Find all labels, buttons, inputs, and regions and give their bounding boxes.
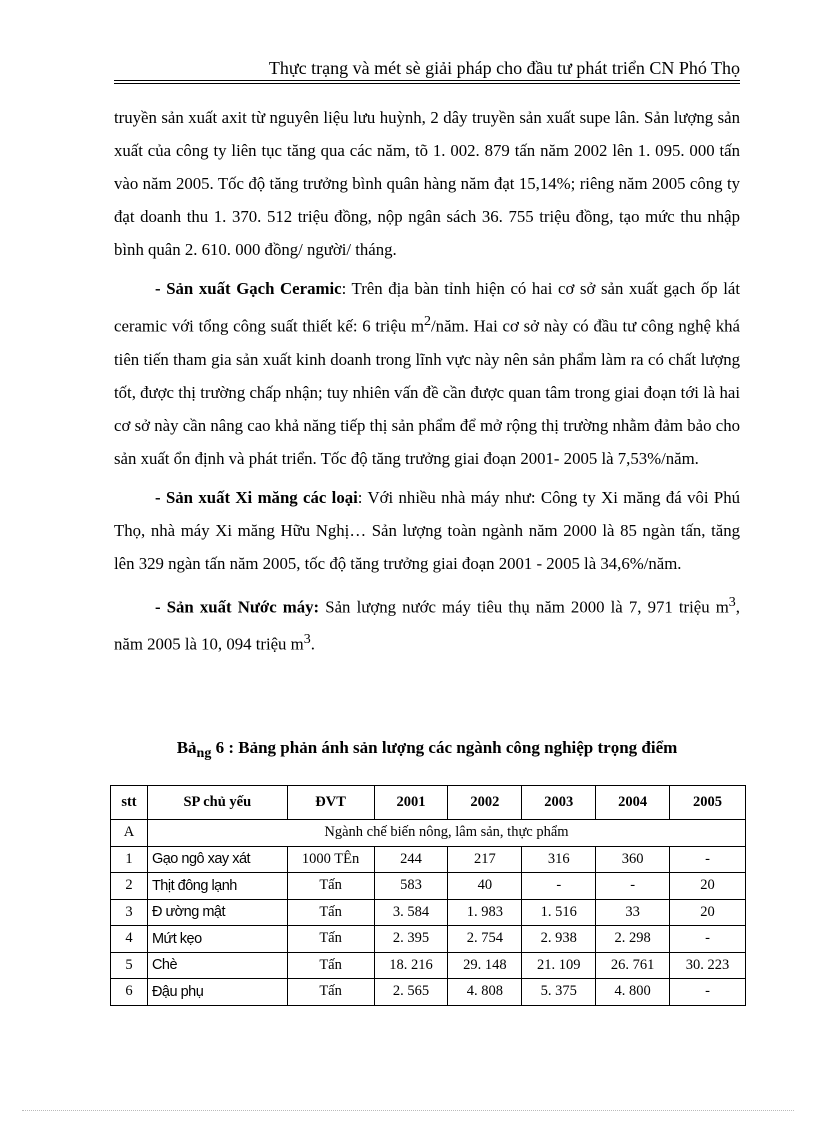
table-cell: - — [596, 873, 670, 900]
table-cell: Tấn — [287, 952, 374, 979]
table-cell: 2. 395 — [374, 926, 448, 953]
lead-cement: - Sản xuất Xi măng các loại — [155, 487, 358, 507]
header-stt: stt — [111, 786, 148, 820]
header-unit: ĐVT — [287, 786, 374, 820]
lead-water: - Sản xuất Nước máy: — [155, 597, 320, 617]
table-cell: 316 — [522, 846, 596, 873]
ceramic-text-b: /năm. Hai cơ sở này có đầu tư công nghệ khá tiên tiến tham gia sản xuất kinh doanh trong lĩnh vực này nên sản phẩm làm ra có chất lượng tốt, được thị trường chấp nhận; tuy nhiên vấn đề cần được quan tâm trong giai đoạn tới là hai cơ sở này cần nâng cao khả năng tiếp thị sản phẩm để mở rộng thị trường nhằm đảm bảo cho sản xuất ổn định và phát triển. Tốc độ tăng trưởng giai đoạn 2001- 2005 là 7,53%/năm. — [114, 316, 740, 468]
table-cell: 1000 TÊn — [287, 846, 374, 873]
table-cell: 1. 983 — [448, 899, 522, 926]
table-cell: 5 — [111, 952, 148, 979]
table-cell: 20 — [670, 899, 746, 926]
table-cell: 33 — [596, 899, 670, 926]
table-cell: Tấn — [287, 926, 374, 953]
table-cell: 29. 148 — [448, 952, 522, 979]
water-text-b: , năm 2005 là 10, 094 triệu m — [114, 597, 740, 654]
table-cell: 21. 109 — [522, 952, 596, 979]
body-text — [114, 101, 740, 667]
table-cell: 244 — [374, 846, 448, 873]
table-header-row — [111, 786, 746, 820]
table-cell: 18. 216 — [374, 952, 448, 979]
table-caption — [114, 738, 740, 761]
table-row — [111, 952, 746, 979]
section-stt: A — [111, 820, 148, 847]
caption-part-b: 6 : Bảng phản ánh sản lượng các ngành công nghiệp trọng điểm — [211, 738, 678, 757]
water-text-c: . — [310, 634, 315, 654]
table-cell: - — [670, 846, 746, 873]
product-name-cell: Đậu phụ — [147, 979, 287, 1006]
running-header: Thực trạng và mét sè giải pháp cho đầu tư phát triển CN Phó Thọ — [268, 58, 740, 78]
header-product: SP chủ yếu — [147, 786, 287, 820]
table-cell: 30. 223 — [670, 952, 746, 979]
table-cell: 20 — [670, 873, 746, 900]
lead-ceramic: - Sản xuất Gạch Ceramic — [155, 279, 342, 298]
table-cell: Tấn — [287, 873, 374, 900]
caption-part-a: Bả — [176, 738, 197, 757]
table-cell: 583 — [374, 873, 448, 900]
product-name-cell: Thịt đông lạnh — [147, 873, 287, 900]
section-label: Ngành chế biến nông, lâm sản, thực phẩm — [147, 820, 745, 847]
table-row — [111, 926, 746, 953]
ceramic-sup: 2 — [424, 314, 432, 329]
table-cell: 4 — [111, 926, 148, 953]
table-cell: 26. 761 — [596, 952, 670, 979]
table-cell: 2. 298 — [596, 926, 670, 953]
table-cell: Tấn — [287, 899, 374, 926]
table-cell: - — [522, 873, 596, 900]
table-cell: 1. 516 — [522, 899, 596, 926]
section-row — [111, 820, 746, 847]
product-name-cell: Gạo ngô xay xát — [147, 846, 287, 873]
header-rule — [114, 80, 740, 84]
table-cell: 3. 584 — [374, 899, 448, 926]
cement-text: : Với nhiều nhà máy như: Công ty Xi măng đá vôi Phú Thọ, nhà máy Xi măng Hữu Nghị… Sản lượng toàn ngành năm 2000 là 85 ngàn tấn, tăng lên 329 ngàn tấn năm 2005, tốc độ tăng trưởng giai đoạn 2001 - 2005 là 34,6%/năm. — [114, 487, 740, 573]
paragraph-ceramic — [114, 272, 740, 475]
paragraph-water — [114, 586, 740, 661]
water-sup-1: 3 — [728, 594, 736, 610]
header-2003: 2003 — [522, 786, 596, 820]
page-bottom-rule — [22, 1110, 794, 1111]
header-2004: 2004 — [596, 786, 670, 820]
table-cell: 4. 800 — [596, 979, 670, 1006]
product-name-cell: Chè — [147, 952, 287, 979]
water-text-a: Sản lượng nước máy tiêu thụ năm 2000 là 7, 971 triệu m — [319, 597, 729, 617]
paragraph-cement — [114, 481, 740, 580]
product-name-cell: Mứt kẹo — [147, 926, 287, 953]
table-cell: 360 — [596, 846, 670, 873]
table-row — [111, 873, 746, 900]
table-cell: 3 — [111, 899, 148, 926]
product-name-cell: Đ ường mật — [147, 899, 287, 926]
table-cell: 2. 938 — [522, 926, 596, 953]
table-cell: 1 — [111, 846, 148, 873]
paragraph-1: truyền sản xuất axit từ nguyên liệu lưu huỳnh, 2 dây truyền sản xuất supe lân. Sản lượng sản xuất của công ty liên tục tăng qua các năm, tõ 1. 002. 879 tấn năm 2002 lên 1. 095. 000 tấn vào năm 2005. Tốc độ tăng trưởng bình quân hàng năm đạt 15,14%; riêng năm 2005 công ty đạt doanh thu 1. 370. 512 triệu đồng, nộp ngân sách 36. 755 triệu đồng, tạo mức thu nhập bình quân 2. 610. 000 đồng/ người/ tháng. — [114, 108, 740, 259]
table-cell: 2 — [111, 873, 148, 900]
table-cell: 40 — [448, 873, 522, 900]
table-cell: Tấn — [287, 979, 374, 1006]
header-2005: 2005 — [670, 786, 746, 820]
table-cell: - — [670, 926, 746, 953]
table-cell: 6 — [111, 979, 148, 1006]
table-cell: 2. 565 — [374, 979, 448, 1006]
table-row — [111, 979, 746, 1006]
table-row — [111, 899, 746, 926]
table-cell: 4. 808 — [448, 979, 522, 1006]
ceramic-text-a: : Trên địa bàn tỉnh hiện có hai cơ sở sản xuất gạch ốp lát ceramic với tổng công suất thiết kế: 6 triệu m — [114, 279, 740, 336]
water-sup-2: 3 — [303, 632, 311, 648]
table-cell: - — [670, 979, 746, 1006]
table-cell: 2. 754 — [448, 926, 522, 953]
caption-sub: ng — [196, 746, 212, 761]
table-cell: 217 — [448, 846, 522, 873]
header-2001: 2001 — [374, 786, 448, 820]
table-cell: 5. 375 — [522, 979, 596, 1006]
industry-output-table — [110, 785, 746, 1006]
header-2002: 2002 — [448, 786, 522, 820]
table-row — [111, 846, 746, 873]
